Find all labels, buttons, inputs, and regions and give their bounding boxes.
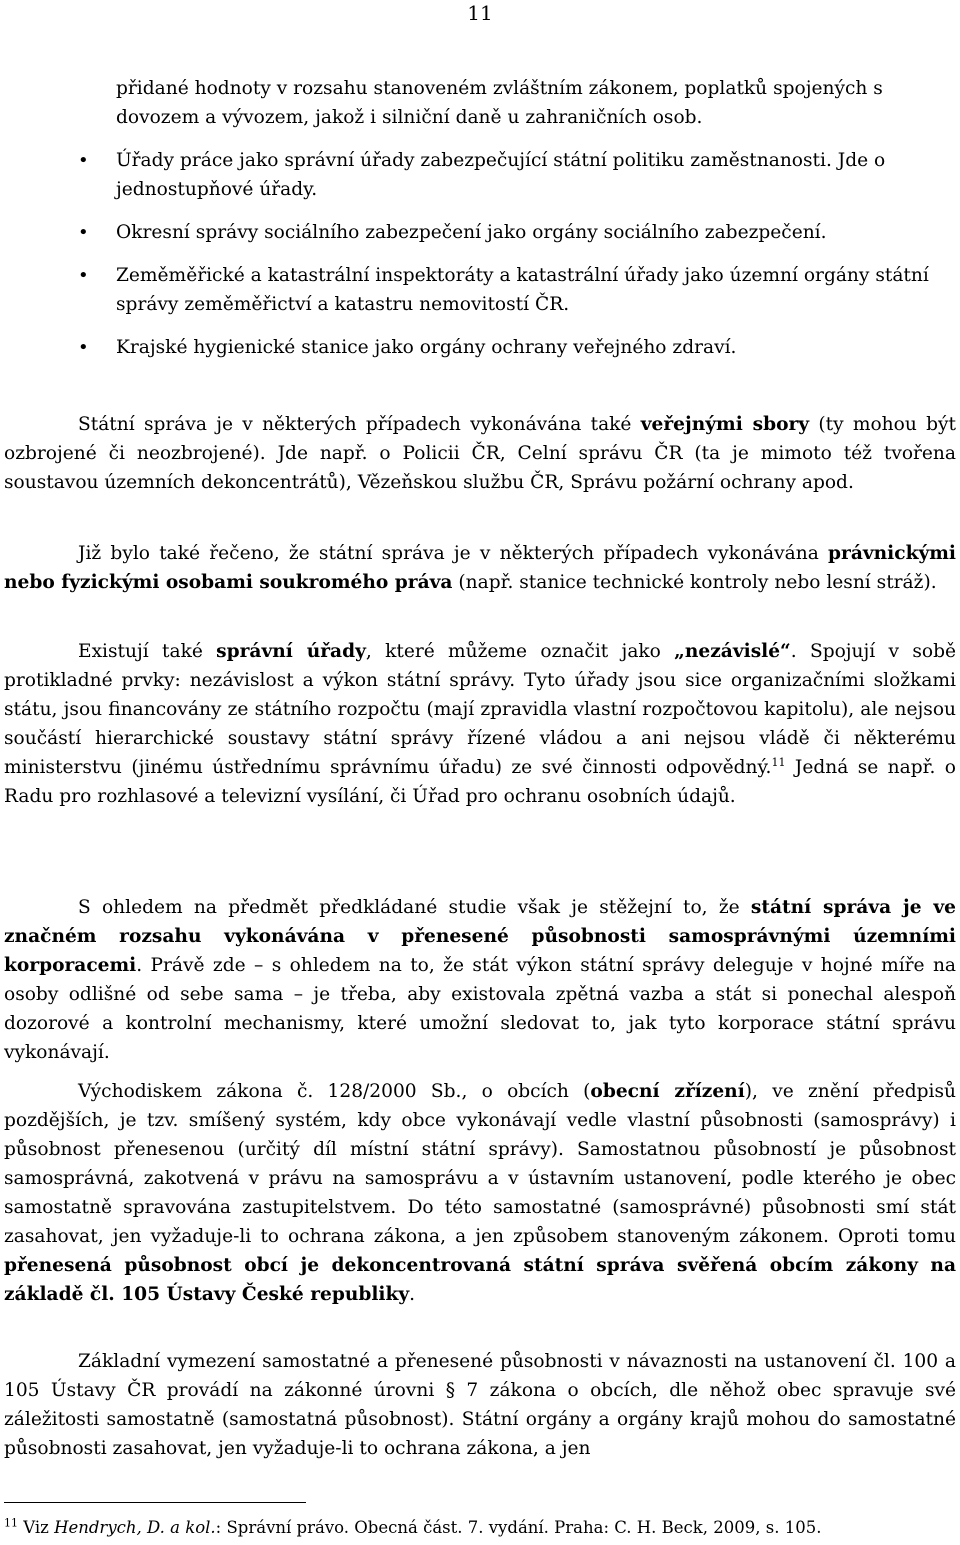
paragraph-mixed-system: Východiskem zákona č. 128/2000 Sb., o obcích (obecní zřízení), ve znění předpisů pozdějších, je tzv. smíšený systém, kdy obce vykonávají vedle vlastní působnosti (samosprávy) i působnost přenesenou (určitý díl místní státní správy). Samostatnou působností je působnost samosprávná, zakotvená v právu na samosprávu a v ústavním ustanovení, podle kterého je obec samostatně spravována zastupitelstvem. Do této samostatné (samosprávné) působnosti smí stát zasahovat, jen vyžaduje-li to ochrana zákona, a jen způsobem stanoveným zákonem. Oproti tomu přenesená působnost obcí je dekoncentrovaná státní správa svěřená obcím zákony na základě čl. 105 Ústavy České republiky. <box>4 1081 956 1305</box>
footnote-reference: 11 <box>771 755 786 769</box>
paragraph-public-corps: Státní správa je v některých případech vykonávána také veřejnými sbory (ty mohou být ozbrojené či neozbrojené). Jde např. o Policii ČR, Celní správu ČR (ta je mimoto též tvořena soustavou územních dekoncentrátů), Vězeňskou službu ČR, Správu požární ochrany apod. <box>4 414 956 493</box>
bullet-item: • Zeměměřické a katastrální inspektoráty a katastrální úřady jako územní orgány státní správy zeměměřictví a katastru nemovitostí ČR. <box>78 261 958 319</box>
page-number: 11 <box>467 1 493 25</box>
paragraph-delegated-competence: S ohledem na předmět předkládané studie však je stěžejní to, že státní správa je ve značném rozsahu vykonávána v přenesené působnosti samosprávnými územními korporacemi. Právě zde – s ohledem na to, že stát výkon státní správy deleguje v hojné míře na osoby odlišné od sebe sama – je třeba, aby existovala zpětná vazba a stát si ponechal alespoň dozorové a kontrolní mechanismy, které umožní sledovat to, jak tyto korporace státní správu vykonávají. <box>4 897 956 1063</box>
bullet-list <box>78 74 958 376</box>
bullet-item: • Úřady práce jako správní úřady zabezpečující státní politiku zaměstnanosti. Jde o jednostupňové úřady. <box>78 146 958 204</box>
bullet-continuation: přidané hodnoty v rozsahu stanoveném zvláštním zákonem, poplatků spojených s dovozem a vývozem, jakož i silniční daně u zahraničních osob. <box>116 78 883 128</box>
footnote: $^{11}$ Viz Hendrych, D. a kol.: Správní právo. Obecná část. 7. vydání. Praha: C. H. Beck, 2009, s. 105. <box>4 1516 822 1537</box>
footnote-divider <box>4 1502 306 1503</box>
bullet-item: • Krajské hygienické stanice jako orgány ochrany veřejného zdraví. <box>78 333 958 362</box>
paragraph-private-persons: Již bylo také řečeno, že státní správa je v některých případech vykonávána právnickými nebo fyzickými osobami soukromého práva (např. stanice technické kontroly nebo lesní stráž). <box>4 543 956 593</box>
bullet-item: • Okresní správy sociálního zabezpečení jako orgány sociálního zabezpečení. <box>78 218 958 247</box>
paragraph-independent-offices: Existují také správní úřady, které můžeme označit jako „nezávislé“. Spojují v sobě protikladné prvky: nezávislost a výkon státní správy. Tyto úřady jsou sice organizačními složkami státu, jsou financovány ze státního rozpočtu (mají zpravidla vlastní rozpočtovou kapitolu), ale nejsou součástí hierarchické soustavy státní správy řízené vládou a ani nejsou vládě či některému ministerstvu (jinému ústřednímu správnímu úřadu) ze své činnosti odpovědný.$^{11}$ Jedná se např. o Radu pro rozhlasové a televizní vysílání, či Úřad pro ochranu osobních údajů. <box>4 641 956 807</box>
paragraph-basic-definition: Základní vymezení samostatné a přenesené působnosti v návaznosti na ustanovení čl. 100 a 105 Ústavy ČR provádí na zákonné úrovni § 7 zákona o obcích, dle něhož obec spravuje své záležitosti samostatně (samostatná působnost). Státní orgány a orgány krajů mohou do samostatné působnosti zasahovat, jen vyžaduje-li to ochrana zákona, a jen <box>4 1351 956 1459</box>
